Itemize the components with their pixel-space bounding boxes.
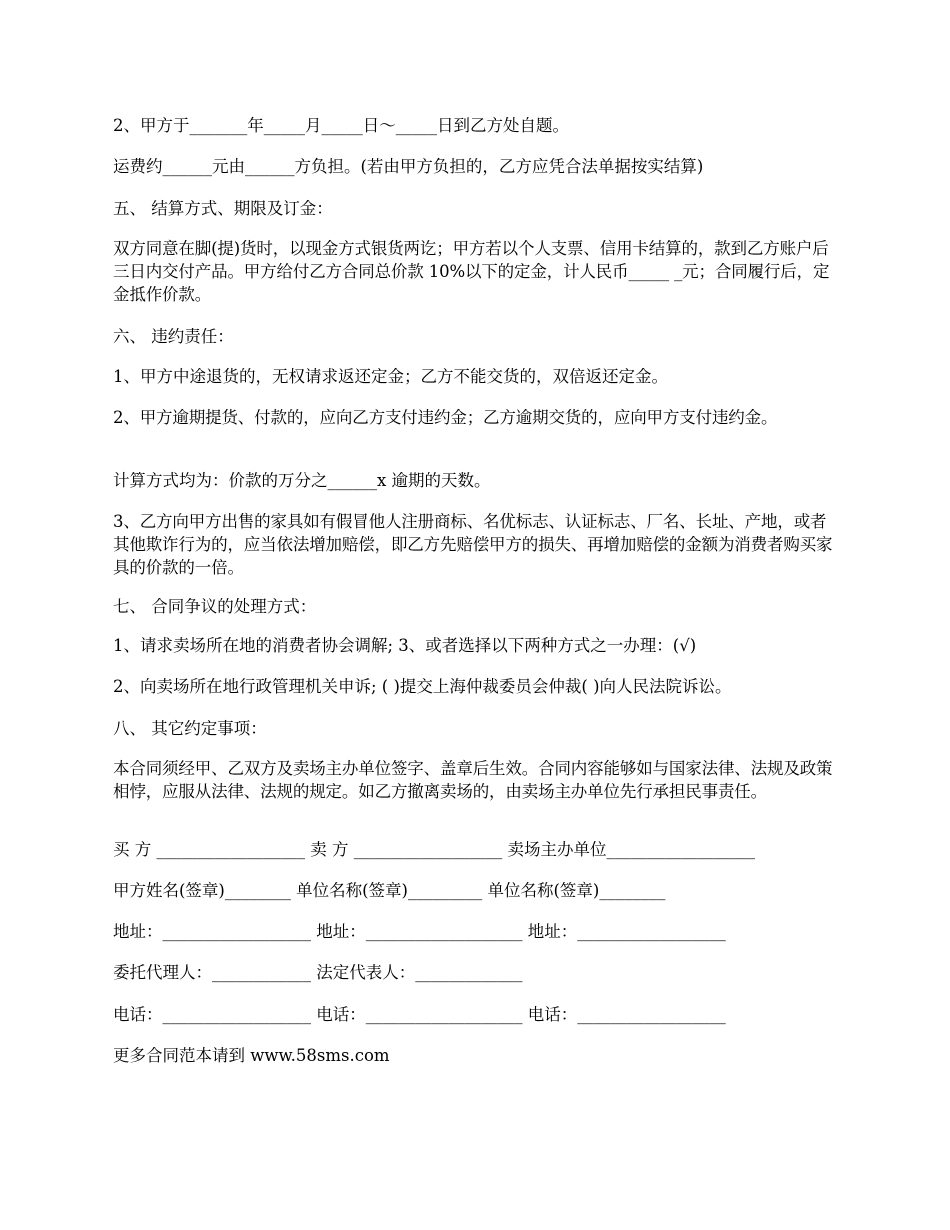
section-heading-other: 八、 其它约定事项： bbox=[113, 719, 267, 738]
clause-liability-2: 2、甲方逾期提货、付款的，应向乙方支付违约金；乙方逾期交货的，应向甲方支付违约金。 bbox=[113, 408, 778, 427]
clause-calculation: 计算方式均为：价款的万分之______x 逾期的天数。 bbox=[113, 471, 491, 490]
signature-address-row: 地址：__________________ 地址：___________________ 地址：__________________ bbox=[113, 922, 726, 941]
clause-liability-3: 3、乙方向甲方出售的家具如有假冒他人注册商标、名优标志、认证标志、厂名、长址、产地，或者其他欺诈行为的，应当依法增加赔偿，即乙方先赔偿甲方的损失、再增加赔偿的金额为消费者购买家具的价款的一倍。 bbox=[113, 512, 833, 577]
section-heading-settlement: 五、 结算方式、期限及订金： bbox=[113, 199, 333, 218]
clause-settlement-deposit: 双方同意在脚(提)货时，以现金方式银货两讫；甲方若以个人支票、信用卡结算的，款到乙方账户后三日内交付产品。甲方给付乙方合同总价款 10%以下的定金，计人民币_____ _元；合同履行后，定金抵作价款。 bbox=[113, 239, 830, 304]
signature-names-row: 甲方姓名(签章)________ 单位名称(签章)_________ 单位名称(签章)________ bbox=[113, 881, 666, 900]
footer-website-note: 更多合同范本请到 www.58sms.com bbox=[113, 1046, 390, 1065]
clause-pickup-date: 2、甲方于_______年_____月_____日～_____日到乙方处自题。 bbox=[113, 116, 569, 135]
section-heading-dispute: 七、 合同争议的处理方式： bbox=[113, 597, 317, 616]
signature-agent-row: 委托代理人：____________ 法定代表人：_____________ bbox=[113, 963, 523, 982]
clause-liability-1: 1、甲方中途退货的，无权请求返还定金；乙方不能交货的，双倍返还定金。 bbox=[113, 367, 668, 386]
signature-parties-row: 买 方 __________________ 卖 方 __________________ 卖场主办单位__________________ bbox=[113, 840, 755, 859]
section-heading-liability: 六、 违约责任： bbox=[113, 327, 234, 346]
clause-freight: 运费约______元由______方负担。(若由甲方负担的，乙方应凭合法单据按实结算) bbox=[113, 157, 704, 176]
signature-phone-row: 电话：__________________ 电话：___________________ 电话：__________________ bbox=[113, 1005, 726, 1024]
clause-other-terms: 本合同须经甲、乙双方及卖场主办单位签字、盖章后生效。合同内容能够如与国家法律、法规及政策相悖，应服从法律、法规的规定。如乙方撤离卖场的，由卖场主办单位先行承担民事责任。 bbox=[113, 759, 833, 801]
clause-dispute-2: 2、向卖场所在地行政管理机关申诉; ( )提交上海仲裁委员会仲裁( )向人民法院诉讼。 bbox=[113, 677, 732, 696]
clause-dispute-1: 1、请求卖场所在地的消费者协会调解; 3、或者选择以下两种方式之一办理：(√) bbox=[113, 636, 697, 655]
